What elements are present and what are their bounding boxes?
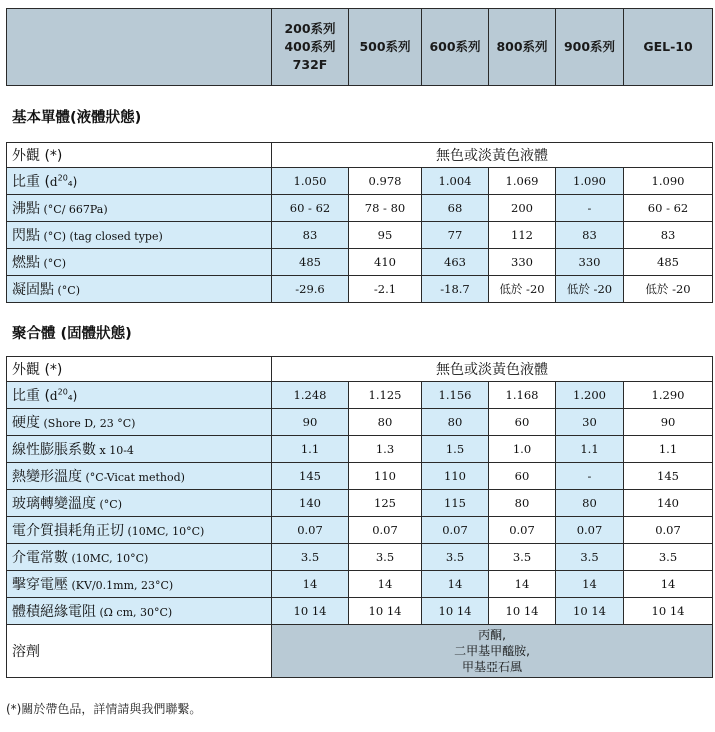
row-label (7, 436, 272, 463)
table-row (7, 436, 713, 463)
value-cell: - (556, 195, 624, 222)
value-cell: 1.090 (624, 168, 713, 195)
value-cell: 0.07 (489, 517, 556, 544)
density-superscript: 20 (57, 387, 68, 397)
value-cell: 3.5 (556, 544, 624, 571)
appearance-value: 無色或淡黃色液體 (272, 357, 713, 382)
value-cell: 145 (624, 463, 713, 490)
value-cell: 1.125 (349, 382, 422, 409)
table-row (7, 463, 713, 490)
row-label (7, 490, 272, 517)
row-unit: (10MC, 10°C) (68, 552, 149, 565)
row-label-text: 凝固點 (12, 282, 54, 298)
monomer-table (6, 142, 713, 303)
value-cell: 1.1 (624, 436, 713, 463)
row-unit: (°C) (40, 257, 66, 270)
value-cell: 低於 -20 (489, 276, 556, 303)
row-label (7, 249, 272, 276)
value-cell: 1.004 (422, 168, 489, 195)
row-label-text: 燃點 (12, 255, 40, 271)
polymer-table (6, 356, 713, 678)
value-cell: 3.5 (489, 544, 556, 571)
column-header-500: 500系列 (349, 9, 422, 86)
row-label-text: 比重 ( (12, 388, 50, 404)
value-cell: 1.069 (489, 168, 556, 195)
row-label (7, 571, 272, 598)
value-cell: -29.6 (272, 276, 349, 303)
value-cell: 485 (272, 249, 349, 276)
value-cell: 1.156 (422, 382, 489, 409)
solvent-label: 溶劑 (7, 625, 272, 678)
value-cell: 1.200 (556, 382, 624, 409)
value-cell: 140 (624, 490, 713, 517)
value-cell: 80 (556, 490, 624, 517)
appearance-label: 外觀 (*) (7, 357, 272, 382)
density-symbol: d (49, 389, 58, 403)
value-cell: 0.07 (624, 517, 713, 544)
value-cell: 60 - 62 (272, 195, 349, 222)
solvent-row (7, 625, 713, 678)
value-cell: 14 (624, 571, 713, 598)
table-row (7, 544, 713, 571)
value-cell: 10 14 (489, 598, 556, 625)
value-cell: 1.050 (272, 168, 349, 195)
value-cell: 10 14 (349, 598, 422, 625)
value-cell: 14 (422, 571, 489, 598)
value-cell: 110 (422, 463, 489, 490)
value-cell: 14 (349, 571, 422, 598)
value-cell: 10 14 (422, 598, 489, 625)
section-title-monomer: 基本單體(液體狀態) (12, 110, 142, 126)
value-cell: 10 14 (556, 598, 624, 625)
table-row (7, 195, 713, 222)
column-header-900: 900系列 (556, 9, 624, 86)
column-header-table (6, 8, 713, 86)
value-cell: 410 (349, 249, 422, 276)
value-cell: 90 (272, 409, 349, 436)
value-cell: 95 (349, 222, 422, 249)
table-row (7, 517, 713, 544)
value-cell: 485 (624, 249, 713, 276)
value-cell: 1.3 (349, 436, 422, 463)
value-cell: 14 (556, 571, 624, 598)
value-cell: 60 (489, 463, 556, 490)
value-cell: 60 (489, 409, 556, 436)
value-cell: 83 (556, 222, 624, 249)
solvent-line: 丙酮, (478, 628, 506, 642)
row-label (7, 598, 272, 625)
table-row (7, 276, 713, 303)
value-cell: 1.168 (489, 382, 556, 409)
row-unit: (°C/ 667Pa) (40, 203, 108, 216)
value-cell: 0.07 (556, 517, 624, 544)
table-row (7, 571, 713, 598)
value-cell: 145 (272, 463, 349, 490)
value-cell: 68 (422, 195, 489, 222)
density-tail: ₄) (67, 175, 78, 189)
row-label-text: 比重 ( (12, 174, 50, 190)
table-row (7, 409, 713, 436)
table-row (7, 490, 713, 517)
value-cell: 14 (272, 571, 349, 598)
solvent-line: 二甲基甲醯胺, (454, 644, 530, 658)
appearance-label: 外觀 (*) (7, 143, 272, 168)
column-header-800: 800系列 (489, 9, 556, 86)
value-cell: 3.5 (624, 544, 713, 571)
value-cell: 112 (489, 222, 556, 249)
row-label-text: 線性膨脹系數 (12, 442, 96, 458)
value-cell: - (556, 463, 624, 490)
value-cell: 330 (556, 249, 624, 276)
row-label (7, 195, 272, 222)
row-unit: (Shore D, 23 °C) (40, 417, 136, 430)
solvent-line: 甲基亞石風 (462, 660, 523, 674)
header-blank (7, 9, 272, 86)
value-cell: 80 (489, 490, 556, 517)
row-unit: (Ω cm, 30°C) (96, 606, 173, 619)
row-unit: (°C) (tag closed type) (40, 230, 163, 243)
row-label (7, 276, 272, 303)
row-label-text: 熱變形溫度 (12, 469, 82, 485)
value-cell: -2.1 (349, 276, 422, 303)
density-symbol: d (49, 175, 58, 189)
column-header-600: 600系列 (422, 9, 489, 86)
table-row (7, 168, 713, 195)
section-title-polymer: 聚合體 (固體狀態) (12, 326, 132, 342)
table-row (7, 382, 713, 409)
row-label (7, 382, 272, 409)
value-cell: 3.5 (272, 544, 349, 571)
footnote: (*)關於帶色品，詳情請與我們聯繫。 (6, 702, 202, 716)
value-cell: 77 (422, 222, 489, 249)
value-cell: 低於 -20 (624, 276, 713, 303)
value-cell: 30 (556, 409, 624, 436)
value-cell: 1.0 (489, 436, 556, 463)
value-cell: 83 (624, 222, 713, 249)
row-unit: (10MC, 10°C) (124, 525, 205, 538)
value-cell: 1.290 (624, 382, 713, 409)
value-cell: 0.07 (272, 517, 349, 544)
row-unit: (°C) (54, 284, 80, 297)
row-label-text: 硬度 (12, 415, 40, 431)
row-label (7, 222, 272, 249)
value-cell: 0.07 (349, 517, 422, 544)
row-label-text: 介電常數 (12, 550, 68, 566)
value-cell: 3.5 (422, 544, 489, 571)
value-cell: 80 (422, 409, 489, 436)
row-label (7, 517, 272, 544)
value-cell: 115 (422, 490, 489, 517)
row-label-text: 體積絕緣電阻 (12, 604, 96, 620)
value-cell: 125 (349, 490, 422, 517)
solvent-value (272, 625, 713, 678)
value-cell: 1.1 (272, 436, 349, 463)
value-cell: 60 - 62 (624, 195, 713, 222)
density-tail: ₄) (67, 389, 78, 403)
row-unit: (°C-Vicat method) (82, 471, 185, 484)
value-cell: 0.07 (422, 517, 489, 544)
row-unit: (KV/0.1mm, 23°C) (68, 579, 174, 592)
row-unit: (°C) (96, 498, 122, 511)
value-cell: 1.090 (556, 168, 624, 195)
row-label (7, 463, 272, 490)
value-cell: 10 14 (624, 598, 713, 625)
appearance-value: 無色或淡黃色液體 (272, 143, 713, 168)
density-superscript: 20 (57, 173, 68, 183)
table-row (7, 222, 713, 249)
row-label (7, 409, 272, 436)
value-cell: 200 (489, 195, 556, 222)
table-row (7, 249, 713, 276)
value-cell: 10 14 (272, 598, 349, 625)
value-cell: 463 (422, 249, 489, 276)
value-cell: 1.1 (556, 436, 624, 463)
value-cell: 14 (489, 571, 556, 598)
row-unit: x 10-4 (96, 444, 134, 457)
value-cell: 0.978 (349, 168, 422, 195)
value-cell: 3.5 (349, 544, 422, 571)
table-row (7, 598, 713, 625)
value-cell: 78 - 80 (349, 195, 422, 222)
value-cell: 110 (349, 463, 422, 490)
value-cell: 1.248 (272, 382, 349, 409)
row-label-text: 電介質損耗角正切 (12, 523, 124, 539)
row-label (7, 544, 272, 571)
value-cell: 低於 -20 (556, 276, 624, 303)
row-label-text: 擊穿電壓 (12, 577, 68, 593)
row-label (7, 168, 272, 195)
column-header-gel-10: GEL-10 (624, 9, 713, 86)
value-cell: 90 (624, 409, 713, 436)
value-cell: 330 (489, 249, 556, 276)
value-cell: 1.5 (422, 436, 489, 463)
value-cell: -18.7 (422, 276, 489, 303)
value-cell: 140 (272, 490, 349, 517)
value-cell: 80 (349, 409, 422, 436)
row-label-text: 沸點 (12, 201, 40, 217)
row-label-text: 玻璃轉變溫度 (12, 496, 96, 512)
row-label-text: 閃點 (12, 228, 40, 244)
value-cell: 83 (272, 222, 349, 249)
column-header-200-400-732f: 200系列 400系列 732F (272, 9, 349, 86)
